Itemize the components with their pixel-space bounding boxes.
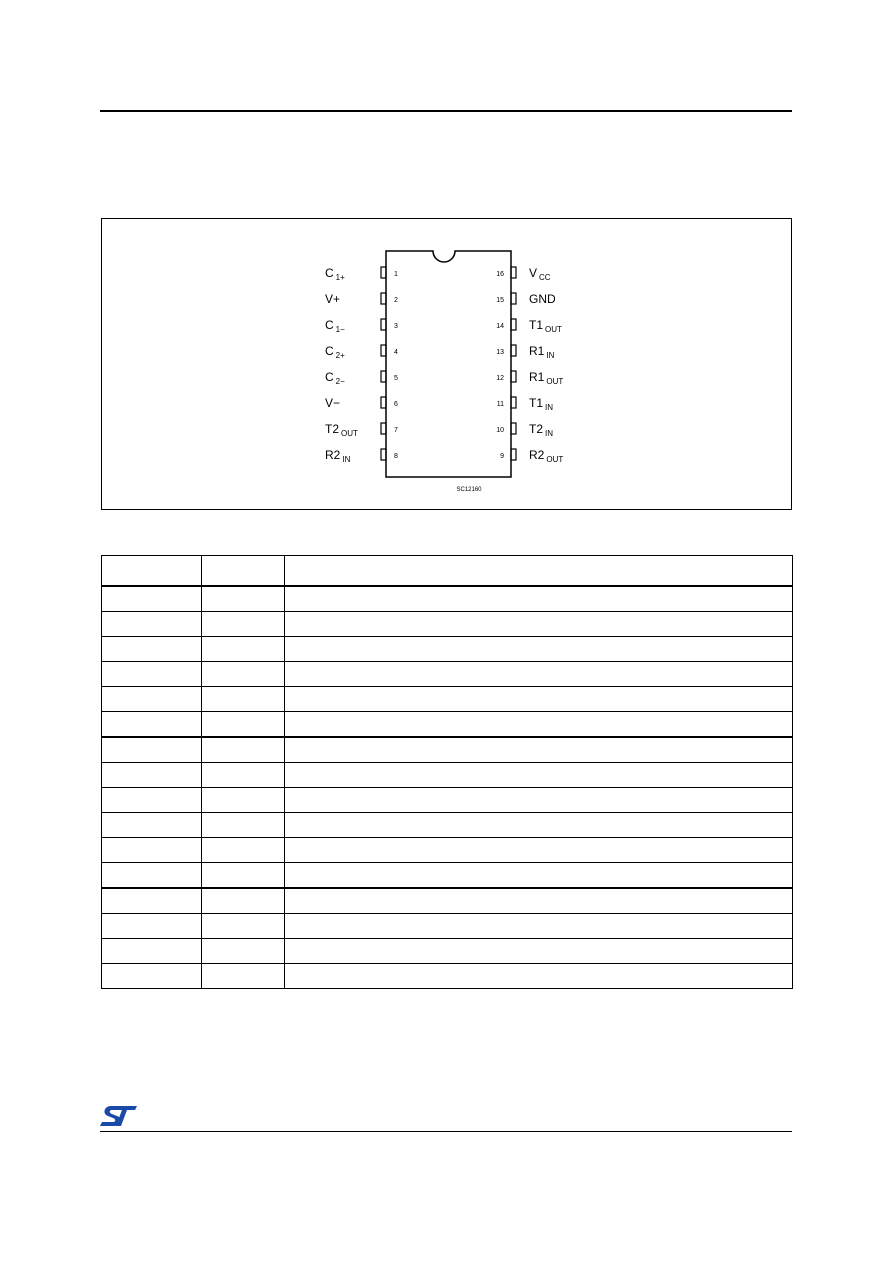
- pin-number: 13: [496, 349, 504, 356]
- table-row: [102, 687, 793, 712]
- table-cell: [202, 637, 285, 662]
- header-cell-symbol: [202, 556, 285, 587]
- table-cell: [202, 914, 285, 939]
- table-cell: [285, 586, 793, 612]
- header-rule: [100, 110, 792, 112]
- pin-label: R2 $_{IN}$: [325, 448, 351, 464]
- pin-number: 11: [496, 401, 504, 408]
- table-row: [102, 863, 793, 889]
- table-cell: [285, 763, 793, 788]
- pin-number: 12: [496, 375, 504, 382]
- table-cell: [102, 763, 202, 788]
- table-cell: [202, 612, 285, 637]
- header-cell-pin-number: [102, 556, 202, 587]
- table-cell: [285, 914, 793, 939]
- pin-label: V+: [325, 292, 341, 306]
- pin-number: 14: [496, 323, 504, 330]
- pin-9: [500, 448, 563, 464]
- table-cell: [285, 712, 793, 738]
- header-cell-name: [285, 556, 793, 587]
- table-cell: [285, 813, 793, 838]
- pin-label: T1 $_{OUT}$: [529, 318, 562, 334]
- pin-number: 4: [394, 349, 398, 356]
- table-cell: [102, 687, 202, 712]
- table-cell: [102, 813, 202, 838]
- table-cell: [285, 637, 793, 662]
- table-cell: [202, 687, 285, 712]
- table-row: [102, 637, 793, 662]
- table-row: [102, 763, 793, 788]
- pin-label: GND: [529, 292, 556, 306]
- table-cell: [202, 813, 285, 838]
- table-row: [102, 813, 793, 838]
- table-row: [102, 612, 793, 637]
- table-cell: [202, 737, 285, 763]
- st-logo: [99, 1104, 139, 1130]
- pin-configuration-figure: [101, 218, 792, 510]
- table-cell: [102, 612, 202, 637]
- pin-14: [496, 318, 562, 334]
- table-cell: [285, 737, 793, 763]
- pin-description-table: [101, 555, 793, 989]
- pin-3: [325, 318, 398, 334]
- table-cell: [102, 914, 202, 939]
- pin-number: 1: [394, 271, 398, 278]
- table-cell: [102, 737, 202, 763]
- table-header-row: [102, 556, 793, 587]
- table-cell: [202, 763, 285, 788]
- pin-number: 7: [394, 427, 398, 434]
- table-row: [102, 888, 793, 914]
- pin-label: V−: [325, 396, 341, 410]
- table-cell: [102, 712, 202, 738]
- pin-2: [325, 292, 398, 306]
- pin-label: R1 $_{IN}$: [529, 344, 555, 360]
- pin-8: [325, 448, 398, 464]
- pin-number: 8: [394, 453, 398, 460]
- pin-number: 6: [394, 401, 398, 408]
- table-cell: [285, 964, 793, 989]
- pin-5: [325, 370, 398, 386]
- table-cell: [202, 838, 285, 863]
- pin-4: [325, 344, 398, 360]
- footer-rule: [100, 1131, 792, 1132]
- pin-number: 15: [496, 297, 504, 304]
- pin-number: 2: [394, 297, 398, 304]
- pin-label: C $_{1+}$: [325, 266, 345, 282]
- table-cell: [102, 788, 202, 813]
- table-cell: [285, 788, 793, 813]
- pin-1: [325, 266, 398, 282]
- table-row: [102, 939, 793, 964]
- pin-number: 3: [394, 323, 398, 330]
- table-cell: [202, 788, 285, 813]
- pin-6: [325, 396, 398, 410]
- figure-code: SC12160: [456, 487, 482, 493]
- table-cell: [102, 863, 202, 889]
- table-cell: [102, 964, 202, 989]
- table-cell: [285, 612, 793, 637]
- table-cell: [102, 662, 202, 687]
- pin-15: [496, 292, 556, 306]
- table-cell: [285, 662, 793, 687]
- pin-label: T1 $_{IN}$: [529, 396, 554, 412]
- table-cell: [102, 838, 202, 863]
- table-row: [102, 737, 793, 763]
- pin-label: C $_{2-}$: [325, 370, 345, 386]
- table-cell: [202, 586, 285, 612]
- pin-10: [496, 422, 553, 438]
- table-cell: [285, 838, 793, 863]
- table-row: [102, 712, 793, 738]
- pin-number: 16: [496, 271, 504, 278]
- table-cell: [202, 662, 285, 687]
- pin-12: [496, 370, 563, 386]
- table-cell: [202, 888, 285, 914]
- table-cell: [285, 939, 793, 964]
- pin-number: 9: [500, 453, 504, 460]
- pin-label: C $_{1-}$: [325, 318, 345, 334]
- pin-label: C $_{2+}$: [325, 344, 345, 360]
- table-cell: [202, 863, 285, 889]
- table-cell: [202, 939, 285, 964]
- table-row: [102, 788, 793, 813]
- ic-package-diagram: [102, 219, 791, 509]
- pin-11: [497, 396, 554, 412]
- table-row: [102, 964, 793, 989]
- ic-body: [386, 251, 511, 477]
- table-row: [102, 914, 793, 939]
- table-cell: [102, 888, 202, 914]
- pin-label: R1 $_{OUT}$: [529, 370, 564, 386]
- pin-number: 5: [394, 375, 398, 382]
- table-row: [102, 586, 793, 612]
- pin-label: R2 $_{OUT}$: [529, 448, 564, 464]
- table-cell: [285, 888, 793, 914]
- pin-label: V $_{CC}$: [529, 266, 551, 282]
- pin-label: T2 $_{IN}$: [529, 422, 554, 438]
- pin-16: [496, 266, 551, 282]
- table-cell: [202, 712, 285, 738]
- pin-number: 10: [496, 427, 504, 434]
- table-cell: [285, 863, 793, 889]
- pin-7: [325, 422, 398, 438]
- table-cell: [102, 586, 202, 612]
- pin-label: T2 $_{OUT}$: [325, 422, 358, 438]
- pin-13: [496, 344, 554, 360]
- table-cell: [202, 964, 285, 989]
- table-row: [102, 662, 793, 687]
- table-cell: [285, 687, 793, 712]
- table-cell: [102, 637, 202, 662]
- table-row: [102, 838, 793, 863]
- table-cell: [102, 939, 202, 964]
